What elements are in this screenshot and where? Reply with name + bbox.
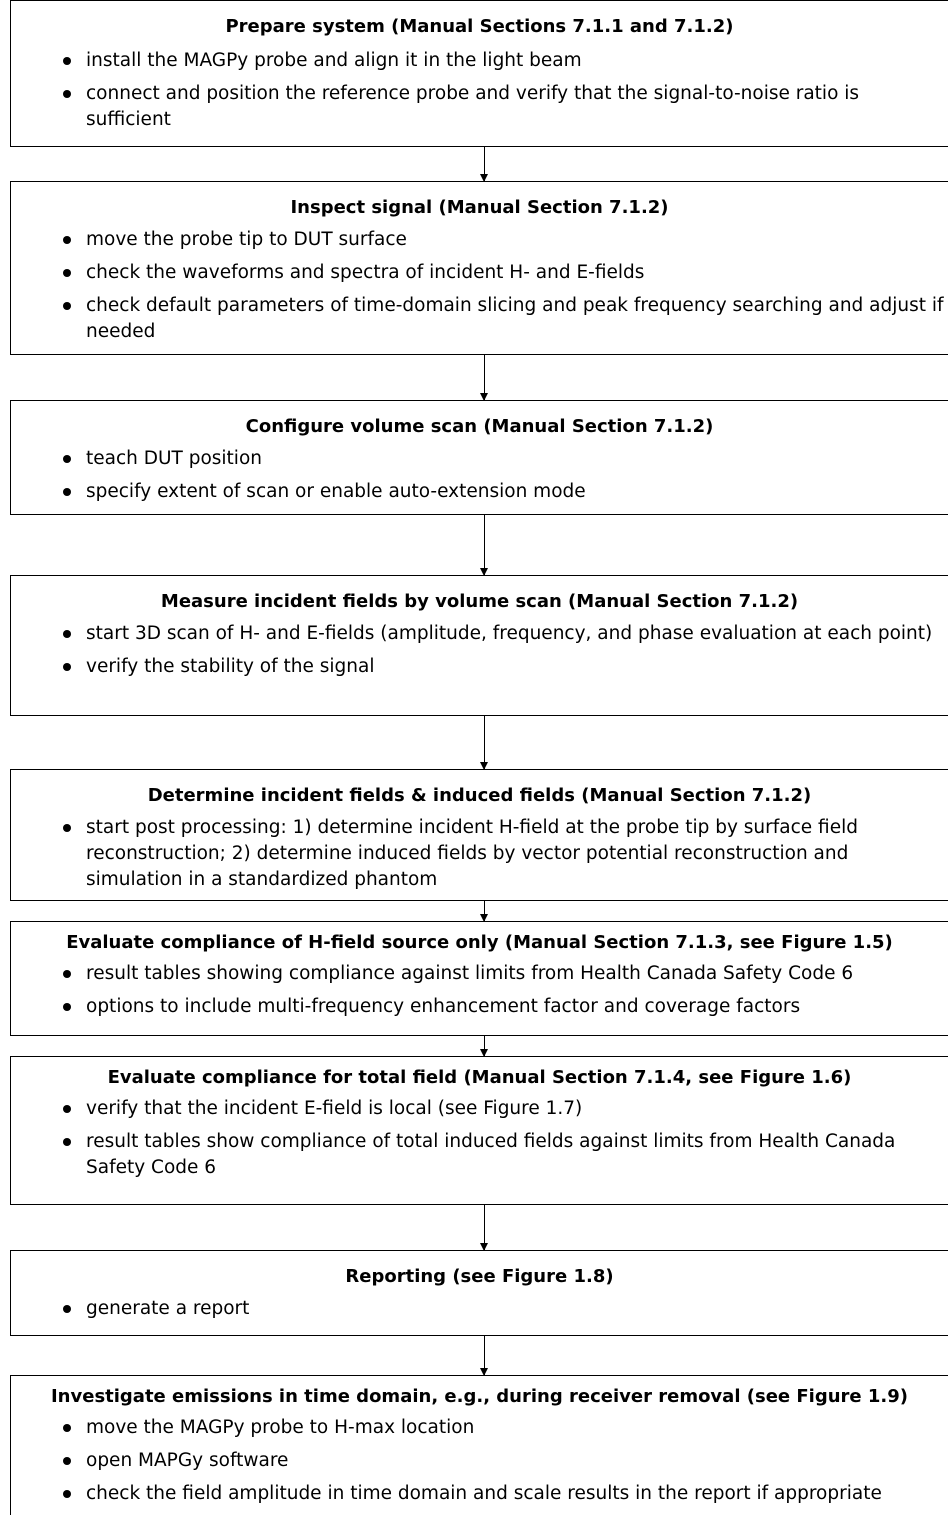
bullet-item: connect and position the reference probe and verify that the signal-to-noise ratio is sufficient [11, 81, 948, 133]
bullet-item: verify the stability of the signal [11, 654, 948, 680]
flow-arrow [484, 515, 485, 575]
step-reporting [10, 1250, 948, 1336]
step-bullets [11, 961, 948, 1020]
bullet-item: start post processing: 1) determine incident H-field at the probe tip by surface field reconstruction; 2) determine induced fields by vector potential reconstruction and simulation in a standardized phantom [11, 815, 948, 893]
bullet-item: result tables show compliance of total induced fields against limits from Health Canada Safety Code 6 [11, 1129, 948, 1181]
bullet-item: result tables showing compliance against limits from Health Canada Safety Code 6 [11, 961, 948, 987]
step-bullets [11, 621, 948, 680]
step-prepare-system [10, 0, 948, 147]
step-title: Reporting (see Figure 1.8) [345, 1266, 614, 1287]
step-evaluate-total-field-compliance [10, 1056, 948, 1205]
bullet-item: start 3D scan of H- and E-fields (amplitude, frequency, and phase evaluation at each point) [11, 621, 948, 647]
step-title: Inspect signal (Manual Section 7.1.2) [290, 197, 669, 218]
step-evaluate-h-field-compliance [10, 921, 948, 1036]
flow-arrow [484, 1036, 485, 1056]
step-bullets [11, 1096, 948, 1181]
step-title: Measure incident fields by volume scan (Manual Section 7.1.2) [160, 591, 799, 612]
step-bullets [11, 227, 948, 345]
flow-arrow [484, 716, 485, 769]
flow-arrow [484, 901, 485, 921]
step-determine-fields [10, 769, 948, 901]
bullet-item: teach DUT position [11, 446, 948, 472]
flow-arrow [484, 147, 485, 181]
step-title: Determine incident fields & induced fields (Manual Section 7.1.2) [147, 785, 812, 806]
step-bullets [11, 815, 948, 893]
flow-arrow [484, 355, 485, 400]
bullet-item: install the MAGPy probe and align it in the light beam [11, 48, 948, 74]
step-title: Investigate emissions in time domain, e.g., during receiver removal (see Figure 1.9) [50, 1386, 909, 1407]
bullet-item: check the waveforms and spectra of incident H- and E-fields [11, 260, 948, 286]
step-title: Prepare system (Manual Sections 7.1.1 and 7.1.2) [225, 16, 734, 37]
step-bullets [11, 1296, 948, 1322]
bullet-item: generate a report [11, 1296, 948, 1322]
step-bullets [11, 1415, 948, 1507]
bullet-item: move the probe tip to DUT surface [11, 227, 948, 253]
bullet-item: options to include multi-frequency enhancement factor and coverage factors [11, 994, 948, 1020]
step-title: Evaluate compliance for total field (Manual Section 7.1.4, see Figure 1.6) [107, 1067, 852, 1088]
bullet-item: check default parameters of time-domain slicing and peak frequency searching and adjust if needed [11, 293, 948, 345]
step-bullets [11, 48, 948, 133]
step-bullets [11, 446, 948, 505]
bullet-item: specify extent of scan or enable auto-extension mode [11, 479, 948, 505]
bullet-item: move the MAGPy probe to H-max location [11, 1415, 948, 1441]
flow-arrow [484, 1205, 485, 1250]
bullet-item: verify that the incident E-field is local (see Figure 1.7) [11, 1096, 948, 1122]
bullet-item: check the field amplitude in time domain and scale results in the report if appropriate [11, 1481, 948, 1507]
bullet-item: open MAPGy software [11, 1448, 948, 1474]
step-inspect-signal [10, 181, 948, 355]
step-configure-volume-scan [10, 400, 948, 515]
step-title: Evaluate compliance of H-field source only (Manual Section 7.1.3, see Figure 1.5) [66, 932, 893, 953]
step-title: Configure volume scan (Manual Section 7.1.2) [245, 416, 714, 437]
step-measure-incident-fields [10, 575, 948, 716]
flow-arrow [484, 1336, 485, 1375]
step-investigate-emissions [10, 1375, 948, 1515]
